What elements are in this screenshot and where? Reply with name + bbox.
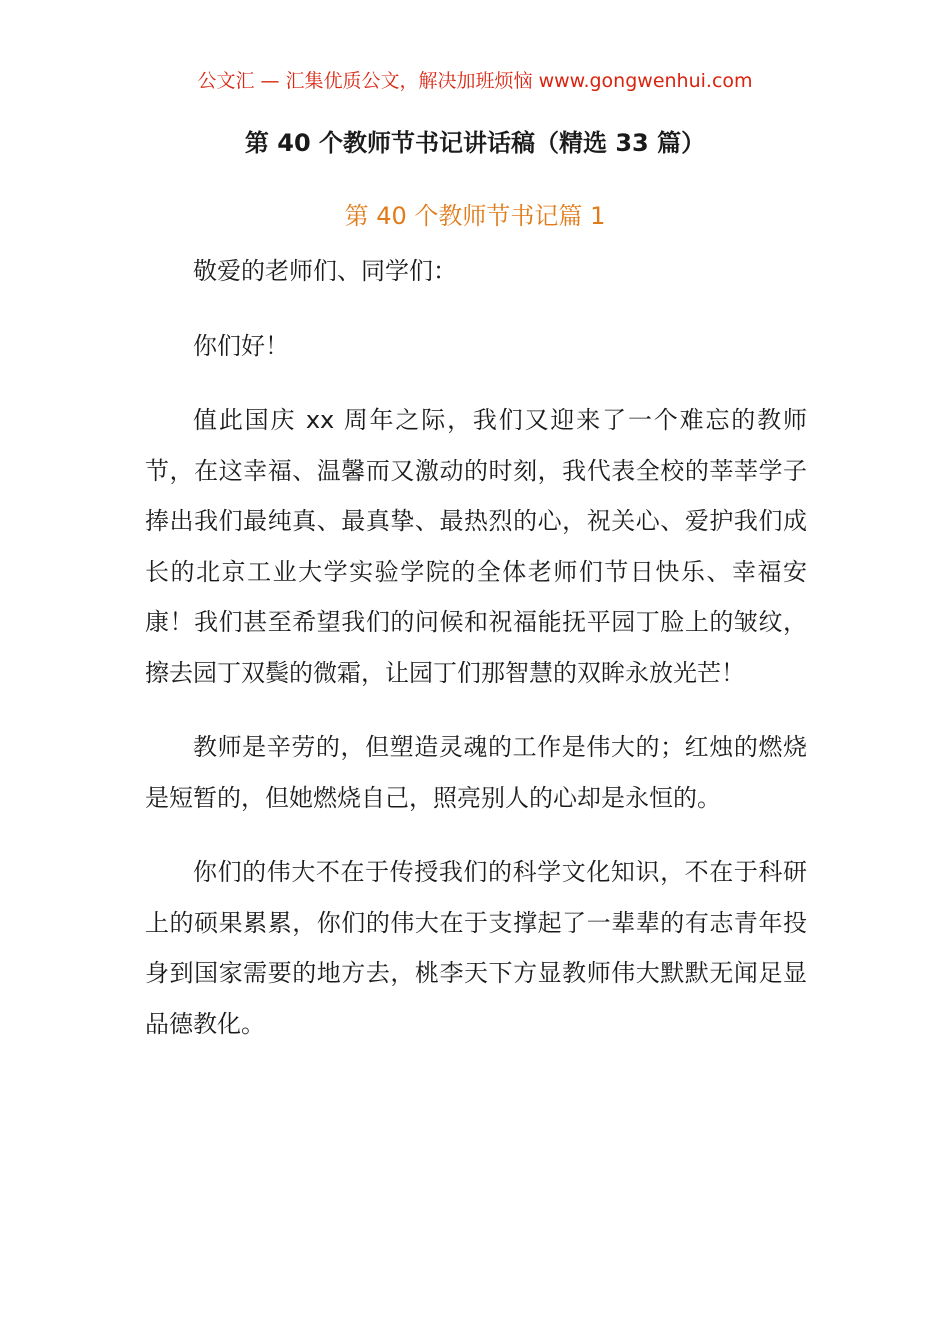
- document-title: 第 40 个教师节书记讲话稿（精选 33 篇）: [244, 129, 706, 157]
- site-header-banner: 公文汇 — 汇集优质公文，解决加班烦恼 www.gongwenhui.com: [197, 70, 753, 92]
- greeting: 你们好！: [193, 331, 289, 360]
- salutation: 敬爱的老师们、同学们：: [193, 257, 457, 285]
- section-title: 第 40 个教师节书记篇 1: [344, 202, 606, 230]
- body-paragraph: 你们的伟大不在于传授我们的科学文化知识，不在于科研上的硕果累累，你们的伟大在于支撑起了一辈辈的有志青年投身到国家需要的地方去，桃李天下方显教师伟大默默无闻足显品德教化。: [145, 858, 807, 1038]
- body-paragraph: 值此国庆 xx 周年之际，我们又迎来了一个难忘的教师节，在这幸福、温馨而又激动的时刻，我代表全校的莘莘学子捧出我们最纯真、最真挚、最热烈的心，祝关心、爱护我们成长的北京工业大学实验学院的全体老师们节日快乐、幸福安康！我们甚至希望我们的问候和祝福能抚平园丁脸上的皱纹，擦去园丁双鬓的微霜，让园丁们那智慧的双眸永放光芒！: [145, 406, 807, 687]
- body-paragraph: 教师是辛劳的，但塑造灵魂的工作是伟大的；红烛的燃烧是短暂的，但她燃烧自己，照亮别人的心却是永恒的。: [145, 733, 807, 812]
- document-body: [145, 246, 807, 1073]
